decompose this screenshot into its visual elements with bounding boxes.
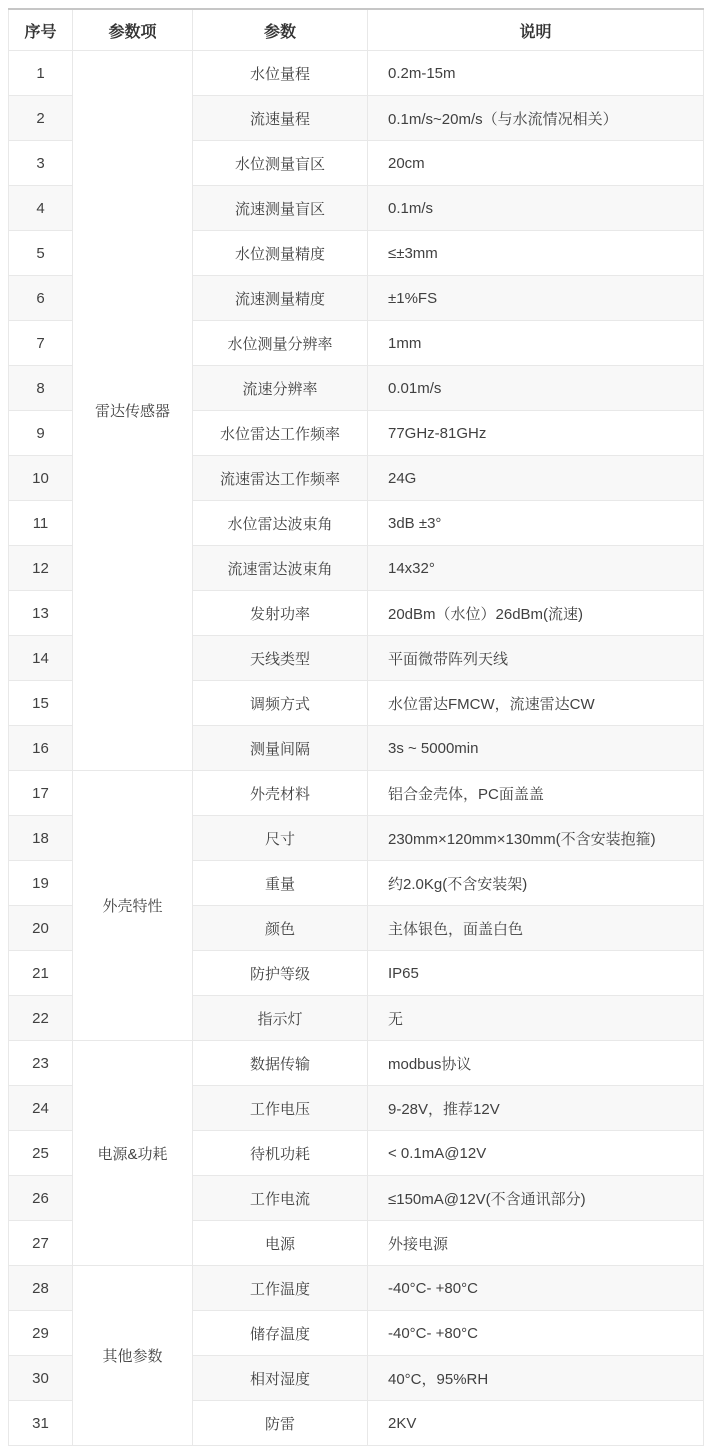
column-header: 参数项: [73, 9, 193, 51]
param-name-cell: 流速量程: [193, 96, 368, 141]
param-desc-cell: 24G: [368, 456, 704, 501]
table-row: [9, 771, 704, 816]
table-body: [9, 51, 704, 1446]
param-name-cell: 防雷: [193, 1401, 368, 1446]
table-row: [9, 1041, 704, 1086]
category-cell: 其他参数: [73, 1266, 193, 1446]
row-number-cell: 24: [9, 1086, 73, 1131]
param-desc-cell: 3dB ±3°: [368, 501, 704, 546]
spec-table: [8, 8, 704, 1446]
param-name-cell: 调频方式: [193, 681, 368, 726]
param-desc-cell: 20cm: [368, 141, 704, 186]
row-number-cell: 2: [9, 96, 73, 141]
param-name-cell: 工作温度: [193, 1266, 368, 1311]
param-desc-cell: -40°C- +80°C: [368, 1311, 704, 1356]
param-desc-cell: 9-28V，推荐12V: [368, 1086, 704, 1131]
row-number-cell: 16: [9, 726, 73, 771]
param-name-cell: 重量: [193, 861, 368, 906]
row-number-cell: 11: [9, 501, 73, 546]
param-name-cell: 流速测量盲区: [193, 186, 368, 231]
column-header: 参数: [193, 9, 368, 51]
param-name-cell: 电源: [193, 1221, 368, 1266]
param-desc-cell: IP65: [368, 951, 704, 996]
row-number-cell: 28: [9, 1266, 73, 1311]
param-name-cell: 水位量程: [193, 51, 368, 96]
param-name-cell: 水位测量精度: [193, 231, 368, 276]
param-desc-cell: 无: [368, 996, 704, 1041]
param-name-cell: 防护等级: [193, 951, 368, 996]
param-desc-cell: 0.1m/s~20m/s（与水流情况相关）: [368, 96, 704, 141]
param-desc-cell: 0.01m/s: [368, 366, 704, 411]
row-number-cell: 8: [9, 366, 73, 411]
param-name-cell: 天线类型: [193, 636, 368, 681]
param-name-cell: 工作电流: [193, 1176, 368, 1221]
param-name-cell: 待机功耗: [193, 1131, 368, 1176]
param-desc-cell: 铝合金壳体，PC面盖盖: [368, 771, 704, 816]
row-number-cell: 22: [9, 996, 73, 1041]
row-number-cell: 4: [9, 186, 73, 231]
param-desc-cell: 230mm×120mm×130mm(不含安装抱箍): [368, 816, 704, 861]
param-desc-cell: 3s ~ 5000min: [368, 726, 704, 771]
param-name-cell: 工作电压: [193, 1086, 368, 1131]
row-number-cell: 18: [9, 816, 73, 861]
param-name-cell: 颜色: [193, 906, 368, 951]
row-number-cell: 29: [9, 1311, 73, 1356]
param-name-cell: 测量间隔: [193, 726, 368, 771]
param-name-cell: 水位雷达波束角: [193, 501, 368, 546]
row-number-cell: 7: [9, 321, 73, 366]
param-name-cell: 流速雷达波束角: [193, 546, 368, 591]
row-number-cell: 14: [9, 636, 73, 681]
row-number-cell: 15: [9, 681, 73, 726]
row-number-cell: 19: [9, 861, 73, 906]
column-header: 序号: [9, 9, 73, 51]
param-desc-cell: 14x32°: [368, 546, 704, 591]
param-name-cell: 尺寸: [193, 816, 368, 861]
param-desc-cell: 主体银色，面盖白色: [368, 906, 704, 951]
row-number-cell: 21: [9, 951, 73, 996]
param-desc-cell: ±1%FS: [368, 276, 704, 321]
row-number-cell: 1: [9, 51, 73, 96]
param-desc-cell: 平面微带阵列天线: [368, 636, 704, 681]
row-number-cell: 12: [9, 546, 73, 591]
param-desc-cell: modbus协议: [368, 1041, 704, 1086]
param-desc-cell: 20dBm（水位）26dBm(流速): [368, 591, 704, 636]
row-number-cell: 31: [9, 1401, 73, 1446]
row-number-cell: 9: [9, 411, 73, 456]
row-number-cell: 10: [9, 456, 73, 501]
param-desc-cell: 0.1m/s: [368, 186, 704, 231]
param-name-cell: 指示灯: [193, 996, 368, 1041]
param-desc-cell: 外接电源: [368, 1221, 704, 1266]
param-desc-cell: 约2.0Kg(不含安装架): [368, 861, 704, 906]
param-desc-cell: 水位雷达FMCW，流速雷达CW: [368, 681, 704, 726]
table-header: [9, 9, 704, 51]
param-desc-cell: 0.2m-15m: [368, 51, 704, 96]
param-name-cell: 储存温度: [193, 1311, 368, 1356]
row-number-cell: 20: [9, 906, 73, 951]
row-number-cell: 27: [9, 1221, 73, 1266]
param-name-cell: 水位测量分辨率: [193, 321, 368, 366]
param-desc-cell: < 0.1mA@12V: [368, 1131, 704, 1176]
param-desc-cell: 1mm: [368, 321, 704, 366]
header-row: [9, 9, 704, 51]
param-desc-cell: 40°C，95%RH: [368, 1356, 704, 1401]
param-name-cell: 水位雷达工作频率: [193, 411, 368, 456]
table-row: [9, 51, 704, 96]
param-name-cell: 水位测量盲区: [193, 141, 368, 186]
column-header: 说明: [368, 9, 704, 51]
row-number-cell: 5: [9, 231, 73, 276]
table-row: [9, 1266, 704, 1311]
row-number-cell: 25: [9, 1131, 73, 1176]
param-desc-cell: ≤±3mm: [368, 231, 704, 276]
param-desc-cell: 2KV: [368, 1401, 704, 1446]
row-number-cell: 26: [9, 1176, 73, 1221]
row-number-cell: 6: [9, 276, 73, 321]
param-name-cell: 发射功率: [193, 591, 368, 636]
param-name-cell: 相对湿度: [193, 1356, 368, 1401]
param-name-cell: 流速分辨率: [193, 366, 368, 411]
row-number-cell: 30: [9, 1356, 73, 1401]
category-cell: 雷达传感器: [73, 51, 193, 771]
category-cell: 电源&功耗: [73, 1041, 193, 1266]
row-number-cell: 3: [9, 141, 73, 186]
row-number-cell: 13: [9, 591, 73, 636]
param-name-cell: 流速测量精度: [193, 276, 368, 321]
param-name-cell: 流速雷达工作频率: [193, 456, 368, 501]
category-cell: 外壳特性: [73, 771, 193, 1041]
row-number-cell: 17: [9, 771, 73, 816]
param-name-cell: 外壳材料: [193, 771, 368, 816]
param-name-cell: 数据传输: [193, 1041, 368, 1086]
row-number-cell: 23: [9, 1041, 73, 1086]
param-desc-cell: ≤150mA@12V(不含通讯部分): [368, 1176, 704, 1221]
param-desc-cell: -40°C- +80°C: [368, 1266, 704, 1311]
param-desc-cell: 77GHz-81GHz: [368, 411, 704, 456]
